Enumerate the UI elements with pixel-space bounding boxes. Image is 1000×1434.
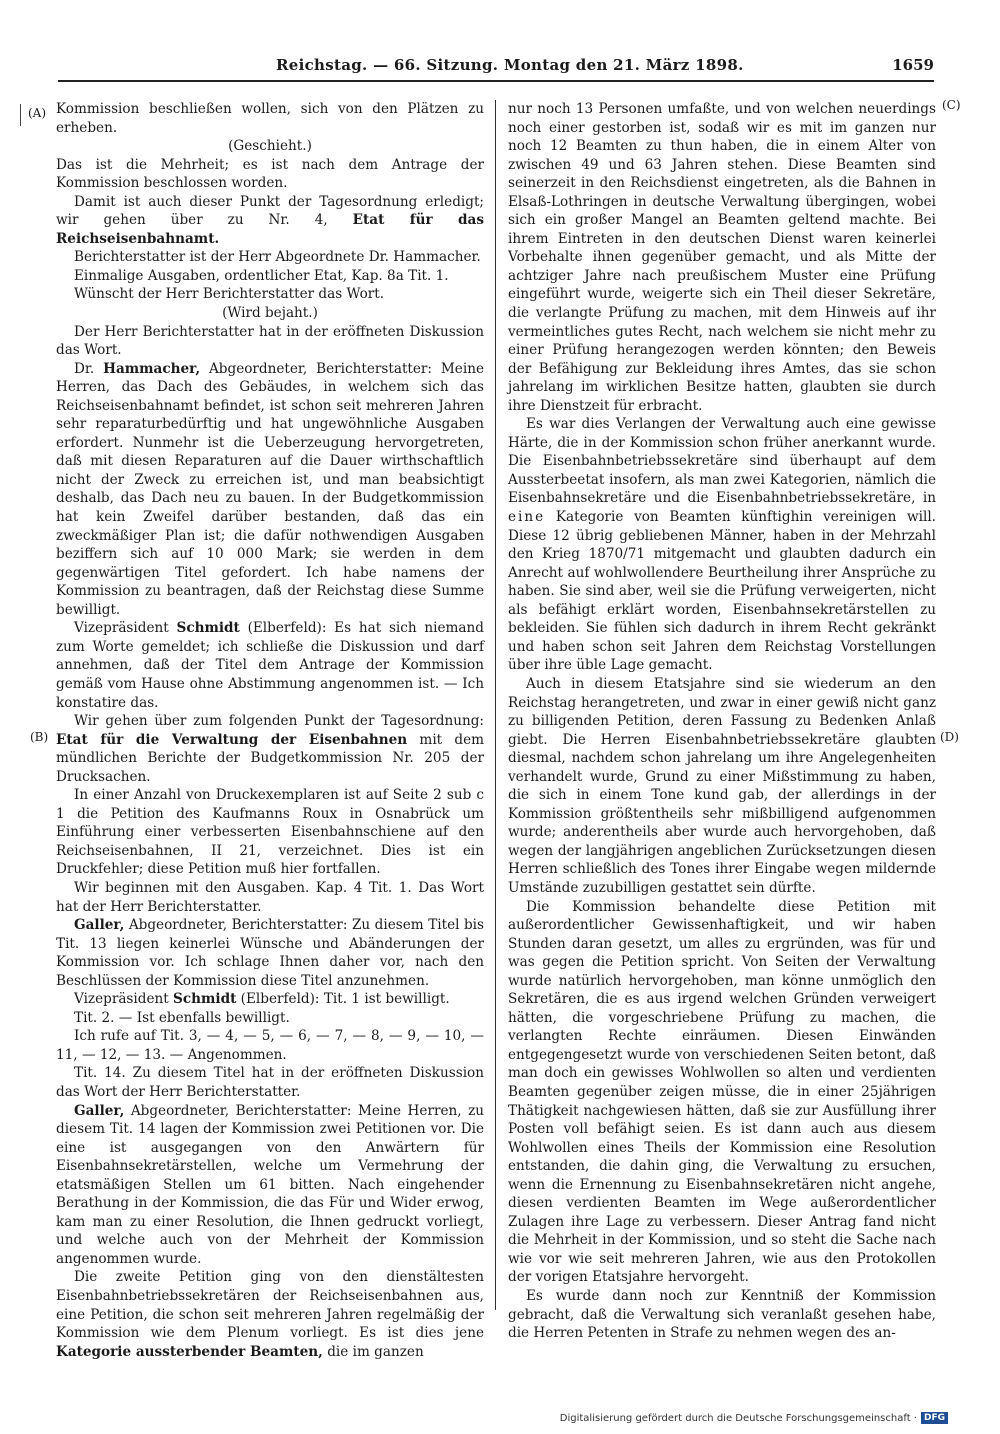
paragraph [56, 990, 484, 1009]
margin-marker-c: (C) [942, 98, 961, 112]
paragraph: Tit. 14. Zu diesem Titel hat in der eröffneten Diskussion das Wort der Herr Berichterstatter. [56, 1065, 484, 1100]
paragraph: Der Herr Berichterstatter hat in der eröffneten Diskussion das Wort. [56, 323, 484, 359]
paragraph-text: Damit ist auch dieser Punkt der Tagesordnung erledigt; wir gehen über zu Nr. 4, [56, 193, 484, 229]
paragraph-text: Abgeordneter, Berichterstatter: Meine Herren, zu diesem Tit. 14 lagen der Kommission zwei Petitionen vor. Die eine ist ausgegangen von den Anwärtern für Eisenbahnsekretärstellen, welche um Vermehrung der etatsmäßigen Stellen um 61 bitten. Nach eingehender Berathung in der Kommission, die das Für und Wider erwog, kam man zu einer Resolution, die Ihnen gedruckt vorliegt, und welche auch von der Mehrheit der Kommission angenommen wurde. [56, 1102, 484, 1267]
paragraph-text: Die zweite Petition ging von den dienstältesten Eisenbahnbetriebssekretären der Reichseisenbahnen aus, eine Petition, die schon seit mehreren Jahren regelmäßig der Kommission wie dem Plenum vorliegt. Es ist dies jene [56, 1269, 484, 1342]
paragraph-text: Dr. [74, 360, 104, 377]
paragraph-text: Vizepräsident [74, 620, 177, 637]
speaker-name: Schmidt [176, 620, 240, 637]
paragraph [56, 360, 484, 620]
paragraph-text: (Elberfeld): Tit. 1 ist bewilligt. [236, 991, 450, 1008]
right-column [508, 100, 936, 1342]
running-header [58, 56, 934, 76]
margin-bar [20, 104, 21, 126]
paragraph-text: Vizepräsident [74, 991, 174, 1008]
credit-text: Digitalisierung gefördert durch die Deutsche Forschungsgemeinschaft · [559, 1412, 917, 1424]
emphasized-text: Kategorie aussterbender Beamten, [56, 1343, 323, 1360]
paragraph-text: die im ganzen [322, 1343, 424, 1360]
paragraph-text: (Elberfeld): Es hat sich niemand zum Worte gemeldet; ich schließe die Diskussion und darf annehmen, daß der Titel dem Antrage der Kommission gemäß vom Hause ohne Abstimmung angenommen ist. — Ich konstatire das. [56, 620, 484, 711]
paragraph: nur noch 13 Personen umfaßte, und von welchen neuerdings noch einer gestorben ist, sodaß wir es mit im ganzen nur noch 12 Beamten zu thun haben, die in einem Alter von zwischen 49 und 63 Jahren stehen. Diese Beamten sind seinerzeit in den Reichsdienst eingetreten, als die Bahnen in Elsaß-Lothringen in deutsche Verwaltung übergingen, wobei sich ein großer Mangel an Beamten geltend machte. Bei ihrem Eintreten in den deutschen Dienst waren keinerlei Vorbehalte ihnen gegenüber gemacht, und als Mitte der achtziger Jahre nach preußischem Muster eine Prüfung eingeführt wurde, weigerte sich ein Theil dieser Sekretäre, die verlangte Prüfung zu machen, mit dem Hinweis auf ihr vermeintliches gutes Recht, nach welchem sie nicht mehr zu einer Prüfung herangezogen werden könnten; den Beweis der Befähigung zur Bekleidung ihres Amtes, das sie schon jahrelang im wirklichen Besitze hatten, glaubten sie durch ihre Dienstzeit für erbracht. [508, 101, 936, 414]
paragraph: Auch in diesem Etatsjahre sind sie wiederum an den Reichstag herangetreten, und zwar in einer gewiß nicht ganz zu billigenden Petition, deren Fassung zu Bedenken Anlaß giebt. Die Herren Eisenbahnbetriebssekretäre glaubten diesmal, nachdem schon jahrelang um ihre Angelegenheiten verhandelt wurde, Grund zu einer Mißstimmung zu haben, die sich in einem Tone kund gab, der allerdings in der Kommission größtentheils sehr mißbilligend aufgenommen wurde; anderentheils aber wurde auch hervorgehoben, daß wegen der langjährigen angeblichen Zurücksetzungen diesen Herren schließlich des Tones ihrer Eingabe wegen mildernde Umstände zuzubilligen gestattet sein dürfte. [508, 675, 936, 896]
paragraph: (Wird bejaht.) [222, 305, 318, 322]
digitization-credit [560, 1412, 948, 1424]
margin-marker-d: (D) [940, 730, 959, 744]
paragraph: Es wurde dann noch zur Kenntniß der Kommission gebracht, daß die Verwaltung sich veranlaßt gesehen habe, die Herren Petenten in Strafe zu nehmen wegen des an- [508, 1288, 936, 1342]
paragraph-text: Abgeordneter, Berichterstatter: Meine Herren, das Dach des Gebäudes, in welchem sich das Reichseisenbahnamt befindet, ist schon seit mehreren Jahren sehr reparaturbedürftig und hat ungewöhnliche Ausgaben erfordert. Nunmehr ist die Ueberzeugung hervorgetreten, daß mit diesen Reparaturen auf die Dauer wirthschaftlich nicht der Zweck zu erreichen ist, und man beabsichtigt deshalb, das Dach neu zu bauen. In der Budgetkommission hat kein Zweifel darüber bestanden, daß das ein zweckmäßiger Plan ist; die dafür nothwendigen Ausgaben beziffern sich auf 10 000 Mark; sie werden in dem gegenwärtigen Titel gefordert. Ich habe namens der Kommission zu beantragen, daß der Reichstag diese Summe bewilligt. [56, 360, 485, 618]
paragraph-text: mit dem mündlichen Berichte der Budgetkommission Nr. 205 der Drucksachen. [56, 731, 485, 785]
header-title: Reichstag. — 66. Sitzung. Montag den 21. März 1898. [276, 56, 744, 74]
speaker-name: Galler, [74, 917, 125, 934]
paragraph: Das ist die Mehrheit; es ist nach dem Antrage der Kommission beschlossen worden. [56, 156, 484, 192]
paragraph: (Geschieht.) [228, 138, 312, 155]
header-rule [58, 80, 934, 82]
left-column [56, 100, 485, 1360]
paragraph [508, 415, 936, 675]
speaker-name: Galler, [74, 1102, 125, 1119]
speaker-name: Schmidt [173, 991, 237, 1008]
speaker-name: Hammacher, [103, 360, 201, 377]
paragraph: Berichterstatter ist der Herr Abgeordnete Dr. Hammacher. [74, 249, 481, 266]
paragraph-text: Es war dies Verlangen der Verwaltung auch eine gewisse Härte, die in der Kommission schon früher anerkannt wurde. Die Eisenbahnbetriebssekretäre sind überhaupt auf dem Aussterbeetat insofern, als man zwei Kategorien, nämlich die Eisenbahnsekretäre und die Eisenbahnbetriebssekretäre, in [508, 416, 936, 507]
paragraph-text: Abgeordneter, Berichterstatter: Zu diesem Titel bis Tit. 13 liegen keinerlei Wünsche und Abänderungen der Kommission vor. Ich schlage Ihnen daher vor, nach den Beschlüssen der Kommission diese Titel anzunehmen. [56, 917, 484, 989]
paragraph [56, 1268, 484, 1361]
column-divider [495, 100, 496, 1310]
emphasized-text: eine [508, 509, 546, 526]
paragraph: Tit. 2. — Ist ebenfalls bewilligt. [74, 1009, 290, 1026]
paragraph: Einmalige Ausgaben, ordentlicher Etat, Kap. 8a Tit. 1. [74, 267, 449, 284]
page-number: 1659 [892, 56, 934, 74]
agenda-item-title: Etat für die Verwaltung der Eisenbahnen [56, 731, 408, 748]
paragraph [56, 916, 484, 990]
paragraph [56, 1102, 484, 1269]
paragraph: Ich rufe auf Tit. 3, — 4, — 5, — 6, — 7, — 8, — 9, — 10, — 11, — 12, — 13. — Angenommen. [56, 1028, 484, 1063]
paragraph-text: Wir gehen über zum folgenden Punkt der Tagesordnung: [74, 713, 484, 730]
dfg-logo: DFG [921, 1412, 948, 1424]
paragraph: Kommission beschließen wollen, sich von den Plätzen zu erheben. [56, 101, 484, 136]
paragraph-text: Kategorie von Beamten künftighin vereinigen will. Diese 12 übrig gebliebenen Männer, haben in der Mehrzahl den Krieg 1870/71 mitgemacht und glaubten dadurch ein Anrecht auf wohlwollendere Beurtheilung ihrer Ansprüche zu haben. Sie sind aber, weil sie die Prüfung verweigerten, nicht als befähigt erklärt worden, Eisenbahnsekretärstellen zu bekleiden. Sie fühlen sich dadurch in ihrem Recht gekränkt und haben schon seit Jahren dem Reichstag Vorstellungen über ihre üble Lage gemacht. [508, 509, 936, 674]
margin-marker-b: (B) [30, 730, 49, 744]
paragraph: Wünscht der Herr Berichterstatter das Wort. [74, 286, 385, 303]
agenda-item-title: Etat für das Reichseisenbahnamt. [56, 212, 484, 247]
paragraph [56, 712, 484, 786]
paragraph: Die Kommission behandelte diese Petition mit außerordentlicher Gewissenhaftigkeit, und wir haben Stunden daran gesetzt, um alles zu ergründen, was für und was gegen die Petition spricht. Von Seiten der Verwaltung wurde natürlich hervorgehoben, man könne unmöglich den Sekretären, die es aus irgend welchen Gründen verweigert hätten, die vorgeschriebene Prüfung zu machen, die verlangten Rechte einräumen. Diesen Einwänden entgegengesetzt wurde von verschiedenen Seiten betont, daß man doch ein gewisses Wohlwollen so alten und verdienten Beamten gegenüber zeigen müsse, die in einer 25jährigen Thätigkeit nachgewiesen hätten, daß sie zur Ausfüllung ihrer Posten voll befähigt seien. Es ist dann auch aus diesem Wohlwollen eines Theils der Kommission eine Resolution entstanden, die dahin ging, die Verwaltung zu ersuchen, wenn die Ernennung zu Eisenbahnsekretären nicht angehe, diesen verdienten Beamten im Wege außerordentlicher Zulagen ihre Lage zu verbessern. Dieser Antrag fand nicht die Mehrheit in der Kommission, und so steht die Sache nach wie vor wie seit mehreren Jahren, wie aus den Protokollen der vorigen Etatsjahre hervorgeht. [508, 898, 936, 1286]
paragraph: In einer Anzahl von Druckexemplaren ist auf Seite 2 sub c 1 die Petition des Kaufmanns Roux in Osnabrück um Einführung einer verbesserten Eisenbahnschiene auf den Reichseisenbahnen, II 21, verzeichnet. Dies ist ein Druckfehler; diese Petition muß hier fortfallen. [56, 787, 484, 878]
paragraph [56, 193, 484, 249]
paragraph [56, 619, 484, 712]
paragraph: Wir beginnen mit den Ausgaben. Kap. 4 Tit. 1. Das Wort hat der Herr Berichterstatter. [56, 879, 484, 915]
margin-marker-a: (A) [28, 106, 47, 120]
